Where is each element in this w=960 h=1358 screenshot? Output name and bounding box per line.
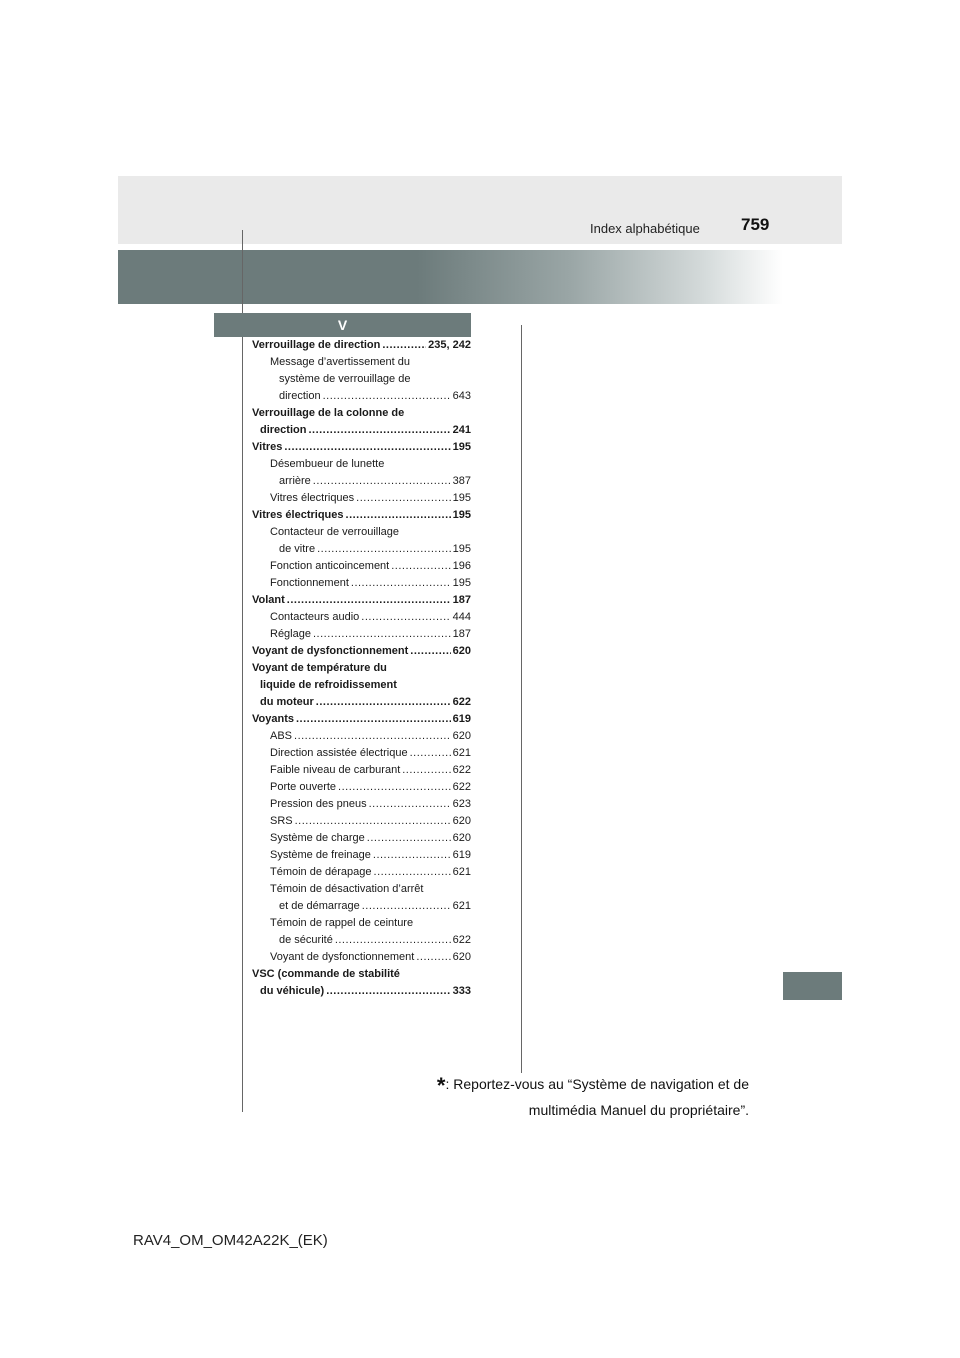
leader-dots: [410, 643, 450, 660]
index-entry: [252, 575, 471, 592]
leader-dots: [362, 898, 451, 915]
index-entry-label: liquide de refroidissement: [260, 679, 397, 691]
index-entry-label: Système de charge: [270, 832, 365, 844]
index-entry: [252, 983, 471, 1000]
index-entry-label: direction: [260, 424, 307, 436]
leader-dots: [351, 575, 451, 592]
index-entry-label: Témoin de désactivation d’arrêt: [270, 883, 424, 895]
index-entry: [252, 915, 471, 932]
footnote-marker: *: [436, 1073, 446, 1098]
leader-dots: [326, 983, 450, 1000]
index-entry: [252, 932, 471, 949]
index-entry-label: Vitres électriques: [270, 492, 355, 504]
index-entry-label: Vitres: [252, 441, 283, 453]
leader-dots: [335, 932, 451, 949]
index-entry: [252, 643, 471, 660]
leader-dots: [356, 490, 450, 507]
index-entry: [252, 898, 471, 915]
index-entry-page: 619: [452, 849, 471, 861]
header-banner: [118, 250, 783, 304]
index-entry: [252, 473, 471, 490]
index-entry: [252, 388, 471, 405]
leader-dots: [382, 337, 426, 354]
index-entry: [252, 541, 471, 558]
leader-dots: [402, 762, 450, 779]
index-entry-page: 620: [452, 832, 471, 844]
index-entry-label: direction: [279, 390, 321, 402]
index-entry-label: Pression des pneus: [270, 798, 367, 810]
index-entry-page: 235, 242: [428, 339, 471, 351]
index-entry: [252, 966, 471, 983]
leader-dots: [295, 813, 451, 830]
index-entry-page: 241: [452, 424, 471, 436]
index-entry-page: 195: [452, 509, 471, 521]
index-entry: [252, 456, 471, 473]
index-entry-page: 195: [452, 492, 471, 504]
index-entry-label: Système de freinage: [270, 849, 371, 861]
footnote: [309, 1072, 749, 1122]
index-entry: [252, 745, 471, 762]
index-entry: [252, 592, 471, 609]
index-entry-label: Voyant de dysfonctionnement: [252, 645, 409, 657]
index-entry-label: Voyant de température du: [252, 662, 387, 674]
index-entry-label: Désembueur de lunette: [270, 458, 385, 470]
leader-dots: [323, 388, 451, 405]
index-entry-page: 195: [452, 441, 471, 453]
index-entry-page: 622: [452, 934, 471, 946]
index-entry-page: 620: [452, 730, 471, 742]
index-entry-label: Contacteurs audio: [270, 611, 360, 623]
footnote-line-2: multimédia Manuel du propriétaire”.: [528, 1102, 749, 1118]
index-entry-page: 621: [452, 747, 471, 759]
index-entry: [252, 779, 471, 796]
leader-dots: [338, 779, 451, 796]
index-entry-label: de sécurité: [279, 934, 333, 946]
index-entry-label: système de verrouillage de: [279, 373, 411, 385]
leader-dots: [316, 694, 451, 711]
leader-dots: [296, 711, 451, 728]
index-entry: [252, 677, 471, 694]
index-entry: [252, 830, 471, 847]
index-entry: [252, 507, 471, 524]
index-entry-label: Message d’avertissement du: [270, 356, 411, 368]
index-entry-page: 622: [452, 696, 471, 708]
index-entry-page: 621: [452, 900, 471, 912]
leader-dots: [391, 558, 450, 575]
index-entry: [252, 694, 471, 711]
leader-dots: [287, 592, 451, 609]
index-entry-label: du véhicule): [260, 985, 325, 997]
index-entry-page: 387: [452, 475, 471, 487]
index-entry-label: Faible niveau de carburant: [270, 764, 401, 776]
index-entry: [252, 762, 471, 779]
index-entry-label: arrière: [279, 475, 311, 487]
index-entry-label: Témoin de rappel de ceinture: [270, 917, 414, 929]
index-entry: [252, 371, 471, 388]
index-entry-page: 187: [452, 628, 471, 640]
leader-dots: [308, 422, 450, 439]
index-entry-label: Réglage: [270, 628, 311, 640]
index-entry: [252, 439, 471, 456]
index-entry-label: Fonctionnement: [270, 577, 349, 589]
leader-dots: [346, 507, 451, 524]
header-box: [118, 176, 842, 244]
leader-dots: [313, 473, 451, 490]
index-entry-label: Direction assistée électrique: [270, 747, 408, 759]
index-entry-label: Voyant de dysfonctionnement: [270, 951, 415, 963]
leader-dots: [284, 439, 450, 456]
index-entry-label: et de démarrage: [279, 900, 360, 912]
index-entry: [252, 813, 471, 830]
left-divider: [242, 230, 243, 1112]
index-entry: [252, 864, 471, 881]
leader-dots: [317, 541, 451, 558]
index-entry-page: 620: [452, 951, 471, 963]
index-entry-page: 187: [452, 594, 471, 606]
index-entry-label: Fonction anticoincement: [270, 560, 390, 572]
index-entry-label: SRS: [270, 815, 293, 827]
leader-dots: [367, 830, 451, 847]
index-entry-page: 622: [452, 764, 471, 776]
index-entry: [252, 626, 471, 643]
index-entry: [252, 558, 471, 575]
index-entry: [252, 337, 471, 354]
index-entry: [252, 796, 471, 813]
leader-dots: [369, 796, 451, 813]
index-entry-label: Volant: [252, 594, 285, 606]
index-entry: [252, 609, 471, 626]
index-entry-page: 619: [452, 713, 471, 725]
index-entry-label: ABS: [270, 730, 293, 742]
index-entry-page: 196: [452, 560, 471, 572]
column-divider: [521, 325, 522, 1073]
index-entry-label: Voyants: [252, 713, 294, 725]
index-entry: [252, 711, 471, 728]
leader-dots: [373, 847, 451, 864]
index-entry: [252, 405, 471, 422]
index-entry-page: 622: [452, 781, 471, 793]
index-entry-label: Contacteur de verrouillage: [270, 526, 400, 538]
index-entry: [252, 881, 471, 898]
document-code: RAV4_OM_OM42A22K_(EK): [133, 1232, 328, 1249]
index-entry: [252, 354, 471, 371]
leader-dots: [294, 728, 451, 745]
page-number: 759: [741, 215, 770, 234]
index-entry-page: 621: [452, 866, 471, 878]
index-entry-page: 620: [452, 645, 471, 657]
index-entry: [252, 524, 471, 541]
index-entry: [252, 728, 471, 745]
index-entry-page: 623: [452, 798, 471, 810]
index-entry: [252, 490, 471, 507]
index-entry: [252, 949, 471, 966]
footnote-line-1: [309, 1072, 749, 1098]
index-entry-page: 195: [452, 577, 471, 589]
chapter-thumb-tab: [783, 972, 842, 1000]
index-entry: [252, 847, 471, 864]
index-entry: [252, 422, 471, 439]
leader-dots: [410, 745, 451, 762]
leader-dots: [361, 609, 450, 626]
index-entry-label: du moteur: [260, 696, 314, 708]
index-entry: [252, 660, 471, 677]
leader-dots: [374, 864, 451, 881]
footnote-text-1: : Reportez-vous au “Système de navigation et de: [445, 1076, 749, 1092]
index-entry-label: Vitres électriques: [252, 509, 344, 521]
index-entry-label: VSC (commande de stabilité: [252, 968, 400, 980]
index-letter-heading: V: [214, 313, 471, 337]
index-entry-label: de vitre: [279, 543, 316, 555]
leader-dots: [313, 626, 451, 643]
index-entry-page: 643: [452, 390, 471, 402]
section-title: Index alphabétique: [590, 221, 700, 236]
index-entry-label: Témoin de dérapage: [270, 866, 372, 878]
index-entry-label: Porte ouverte: [270, 781, 337, 793]
index-entry-label: Verrouillage de la colonne de: [252, 407, 405, 419]
index-entry-list: [252, 337, 471, 1000]
index-entry-page: 620: [452, 815, 471, 827]
leader-dots: [416, 949, 450, 966]
index-entry-label: Verrouillage de direction: [252, 339, 381, 351]
index-entry-page: 333: [452, 985, 471, 997]
index-entry-page: 195: [452, 543, 471, 555]
index-entry-page: 444: [452, 611, 471, 623]
